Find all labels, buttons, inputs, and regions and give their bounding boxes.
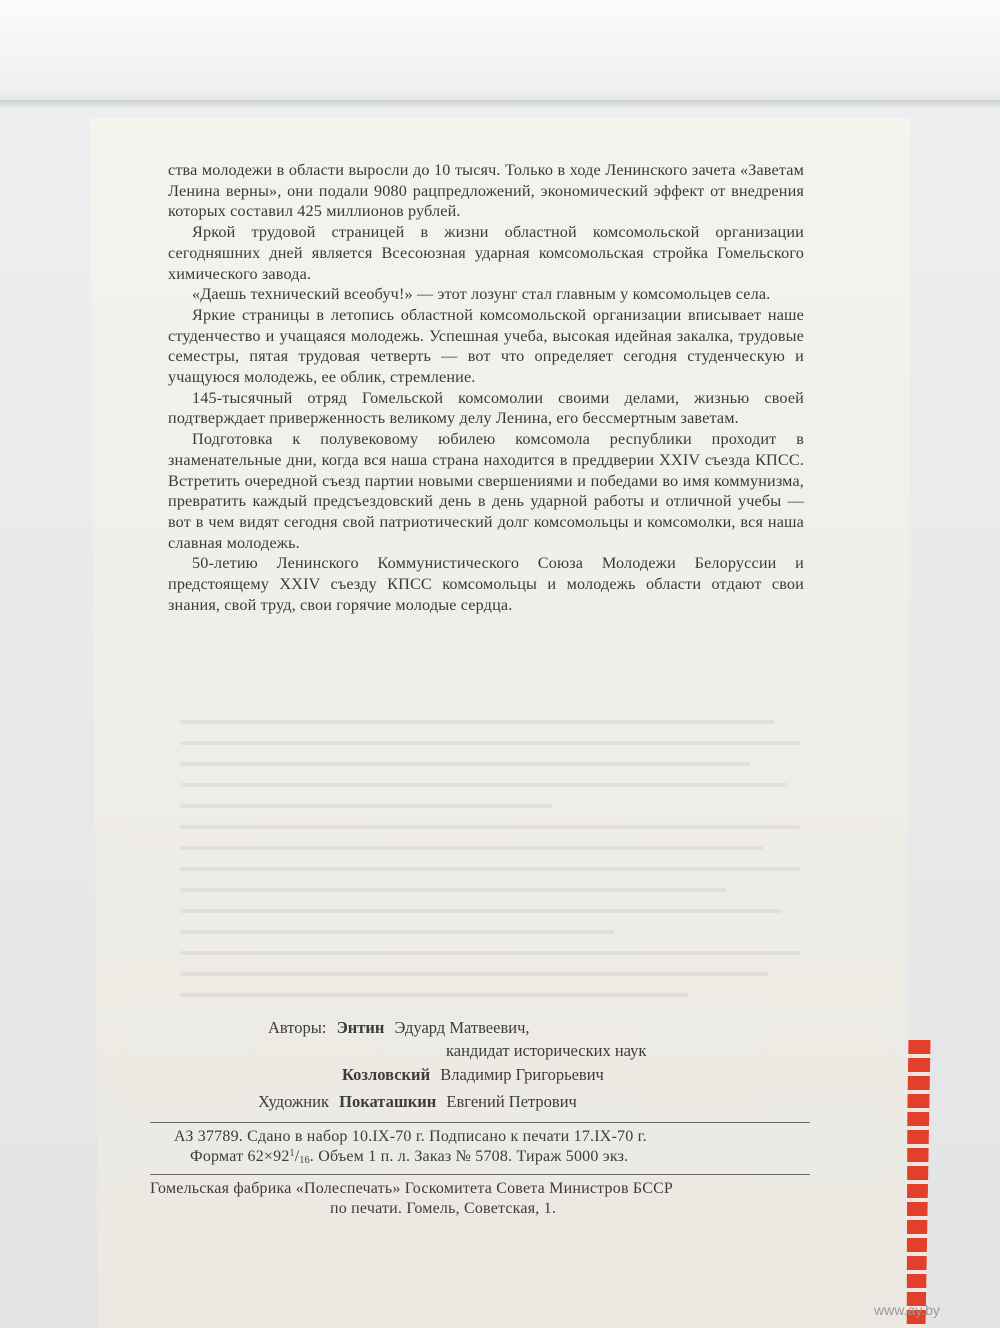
author2-surname: Козловский [342,1065,431,1084]
format-prefix: Формат 62×92 [190,1148,290,1165]
main-text [168,160,804,615]
paragraph: ства молодежи в области выросли до 10 тысяч. Только в ходе Ленинского зачета «Заветам Ленина верны», они подали 9080 рацпредложений, экономический эффект от внедрения которых составил 425 миллионов рублей. [168,161,804,221]
imprint-rule-top [150,1122,810,1123]
author2-name: Владимир Григорьевич [440,1065,604,1084]
format-sup: 1 [289,1148,295,1159]
paragraph: 50-летию Ленинского Коммунистического Союза Молодежи Белоруссии и предстоящему XXIV съезду КПСС комсомольцы и молодежь области отдают свои знания, свой труд, свои горячие молодые сердца. [168,554,804,614]
reverse-side-bleed-through [180,720,800,1030]
artist-surname: Покаташкин [339,1092,437,1111]
format-slash: / [294,1148,300,1165]
paragraph: 145-тысячный отряд Гомельской комсомолии своими делами, жизнью своей подтверждает приверженность великому делу Ленина, его бессмертным заветам. [168,388,804,428]
authors-label: Авторы: [268,1018,327,1037]
author1-name: Эдуард Матвеевич, [394,1018,530,1037]
authors-line [268,1018,530,1038]
printer-line-1: Гомельская фабрика «Полеспечать» Госкомитета Совета Министров БССР [150,1180,674,1197]
imprint-format-line [190,1148,628,1166]
paragraph: «Даешь технический всеобуч!» — этот лозунг стал главным у комсомольцев села. [192,285,771,304]
format-sub: 16 [299,1155,310,1166]
printer-line-2: по печати. Гомель, Советская, 1. [330,1200,557,1217]
window-frame-edge [0,100,1000,108]
format-suffix: . Объем 1 п. л. Заказ № 5708. Тираж 5000 экз. [309,1148,629,1165]
author1-surname: Энтин [336,1018,385,1037]
site-watermark: www.ay.by [874,1302,940,1318]
artist-line [258,1092,577,1112]
window-frame [0,0,1000,108]
author2-line [342,1065,604,1085]
artist-label: Художник [258,1092,329,1111]
paragraph: Яркие страницы в летопись областной комсомольской организации вписывает наше студенчество и учащаяся молодежь. Успешная учеба, высокая идейная закалка, трудовые семестры, пятая трудовая четверть — вот что определяет сегодня студенческую и учащуюся молодежь, ее облик, стремление. [168,305,804,387]
artist-name: Евгений Петрович [446,1092,577,1111]
imprint-line-1: АЗ 37789. Сдано в набор 10.IX-70 г. Подписано к печати 17.IX-70 г. [174,1128,647,1145]
author1-title: кандидат исторических наук [446,1041,647,1060]
imprint-rule-bottom [150,1174,810,1175]
paragraph: Подготовка к полувековому юбилею комсомола республики проходит в знаменательные дни, когда вся наша страна находится в преддверии XXIV съезда КПСС. Встретить очередной съезд партии новыми свершениями и победами во имя коммунизма, превратить каждый предсъездовский день в день ударной работы и отличной учебы — вот в чем видят сегодня свой патриотический долг комсомольцы и комсомолки, вся наша славная молодежь. [168,430,804,552]
paragraph: Яркой трудовой страницей в жизни областной комсомольской организации сегодняшних дней является Всесоюзная ударная комсомольская стройка Гомельского химического завода. [168,223,804,283]
